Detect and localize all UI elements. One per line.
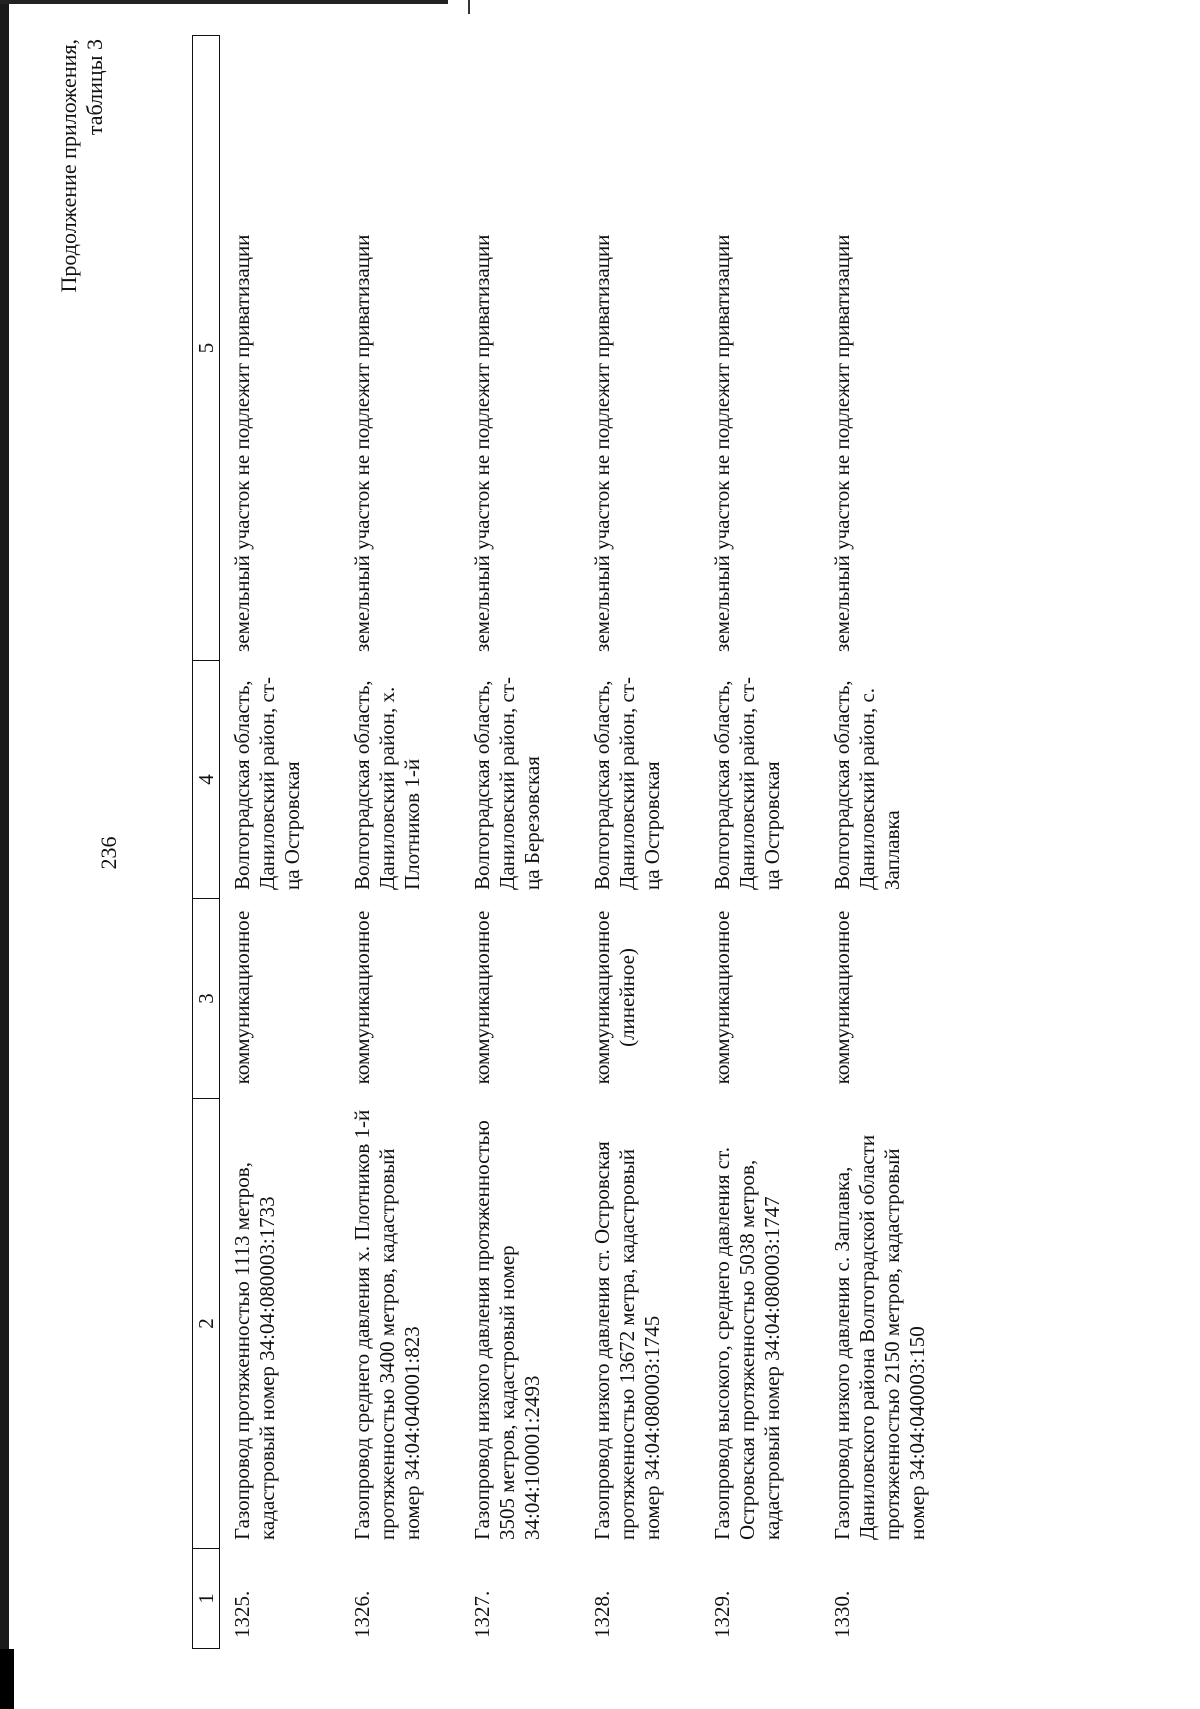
object-purpose: коммуникационное: [230, 910, 254, 1085]
row-number: 1328.: [590, 1590, 614, 1638]
object-description: Газопровод высокого, среднего давления ст. Островская протяженностью 5038 метров, кадастровый номер 34:04:080003:1747: [710, 1147, 784, 1540]
row-number: 1326.: [350, 1590, 374, 1638]
scan-shadow-bottom: [0, 1649, 14, 1709]
object-purpose: коммуникационное: [830, 910, 854, 1085]
object-address: Волгоградская область, Даниловский район, ст-ца Березовская: [470, 677, 544, 890]
column-header-2: 2: [193, 1099, 220, 1549]
object-address: Волгоградская область, Даниловский район, с. Заплавка: [830, 680, 904, 890]
object-description: Газопровод низкого давления с. Заплавка, Даниловского района Волгоградской области протяженностью 2150 метров, кадастровый номер 34:04:040003:150: [830, 1134, 929, 1540]
column-header-5: 5: [193, 36, 220, 661]
object-purpose: коммуникационное: [470, 910, 494, 1085]
object-description: Газопровод низкого давления протяженностью 3505 метров, кадастровый номер 34:04:100001:2493: [470, 1120, 544, 1540]
row-number: 1329.: [710, 1590, 734, 1638]
object-note: земельный участок не подлежит приватизации: [230, 234, 254, 652]
table-row: [580, 36, 700, 1649]
table-row: [460, 36, 580, 1649]
object-description: Газопровод среднего давления х. Плотников 1-й протяженностью 3400 метров, кадастровый номер 34:04:040001:823: [350, 1109, 424, 1540]
continuation-line-1: Продолжение приложения,: [56, 39, 81, 293]
property-table: [192, 35, 956, 1649]
row-number: 1325.: [230, 1590, 254, 1638]
object-address: Волгоградская область, Даниловский район, ст-ца Островская: [230, 677, 304, 890]
row-number: 1330.: [830, 1590, 854, 1638]
object-address: Волгоградская область, Даниловский район, ст-ца Островская: [710, 677, 784, 890]
table-header-row: [193, 36, 220, 1649]
object-note: земельный участок не подлежит приватизации: [350, 234, 374, 652]
column-header-1: 1: [193, 1549, 220, 1649]
object-note: земельный участок не подлежит приватизации: [590, 234, 614, 652]
column-header-4: 4: [193, 661, 220, 899]
object-description: Газопровод протяженностью 1113 метров, кадастровый номер 34:04:080003:1733: [230, 1162, 279, 1540]
object-note: земельный участок не подлежит приватизации: [710, 234, 734, 652]
object-purpose: коммуникационное (линейное): [590, 910, 639, 1085]
object-purpose: коммуникационное: [350, 910, 374, 1085]
row-number: 1327.: [470, 1590, 494, 1638]
object-note: земельный участок не подлежит приватизации: [470, 234, 494, 652]
table-row: [820, 36, 956, 1649]
object-address: Волгоградская область, Даниловский район, ст-ца Островская: [590, 677, 664, 890]
continuation-line-2: таблицы 3: [82, 39, 107, 136]
object-purpose: коммуникационное: [710, 910, 734, 1085]
table-row: [340, 36, 460, 1649]
table-row: [700, 36, 820, 1649]
column-header-3: 3: [193, 899, 220, 1099]
continuation-caption: [56, 39, 108, 319]
object-note: земельный участок не подлежит приватизации: [830, 234, 854, 652]
object-address: Волгоградская область, Даниловский район, х. Плотников 1-й: [350, 680, 424, 890]
table-row: [220, 36, 341, 1649]
page-number: 236: [96, 836, 121, 870]
object-description: Газопровод низкого давления ст. Островская протяженностью 13672 метра, кадастровый номер 34:04:080003:1745: [590, 1141, 664, 1540]
